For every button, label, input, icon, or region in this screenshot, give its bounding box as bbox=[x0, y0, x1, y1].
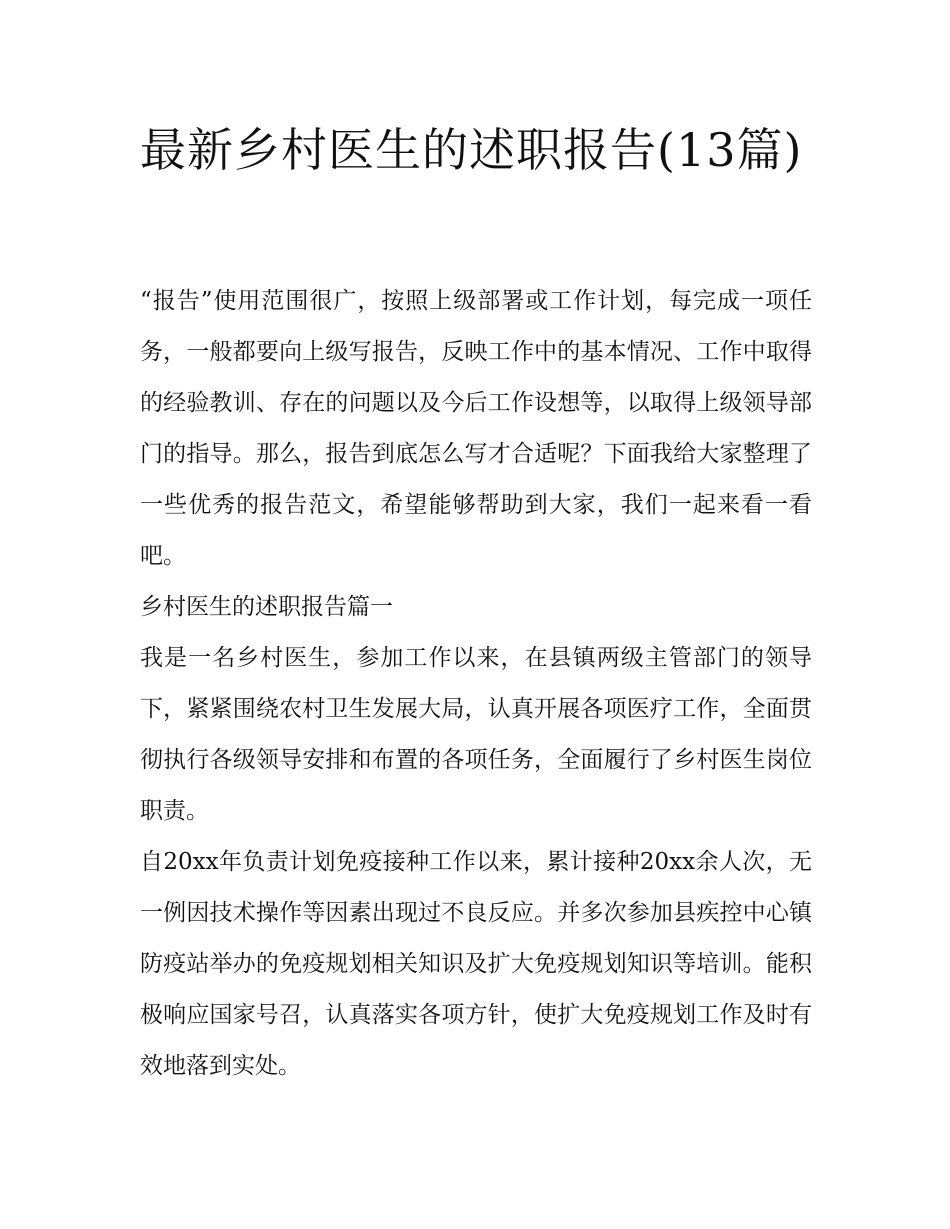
body-paragraph: 我是一名乡村医生，参加工作以来，在县镇两级主管部门的领导下，紧紧围绕农村卫生发展大局，认真开展各项医疗工作，全面贯彻执行各级领导安排和布置的各项任务，全面履行了乡村医生岗位职责。 bbox=[140, 645, 812, 824]
document-title: 最新乡村医生的述职报告(13篇) bbox=[140, 123, 803, 177]
document-body bbox=[140, 276, 812, 1092]
section-heading: 乡村医生的述职报告篇一 bbox=[140, 594, 393, 620]
body-paragraph: 自20xx年负责计划免疫接种工作以来，累计接种20xx余人次，无一例因技术操作等因素出现过不良反应。并多次参加县疾控中心镇防疫站举办的免疫规划相关知识及扩大免疫规划知识等培训。能积极响应国家号召，认真落实各项方针，使扩大免疫规划工作及时有效地落到实处。 bbox=[140, 849, 812, 1079]
intro-paragraph: “报告”使用范围很广，按照上级部署或工作计划，每完成一项任务，一般都要向上级写报告，反映工作中的基本情况、工作中取得的经验教训、存在的问题以及今后工作设想等，以取得上级领导部门的指导。那么，报告到底怎么写才合适呢？下面我给大家整理了一些优秀的报告范文，希望能够帮助到大家，我们一起来看一看吧。 bbox=[140, 288, 812, 569]
